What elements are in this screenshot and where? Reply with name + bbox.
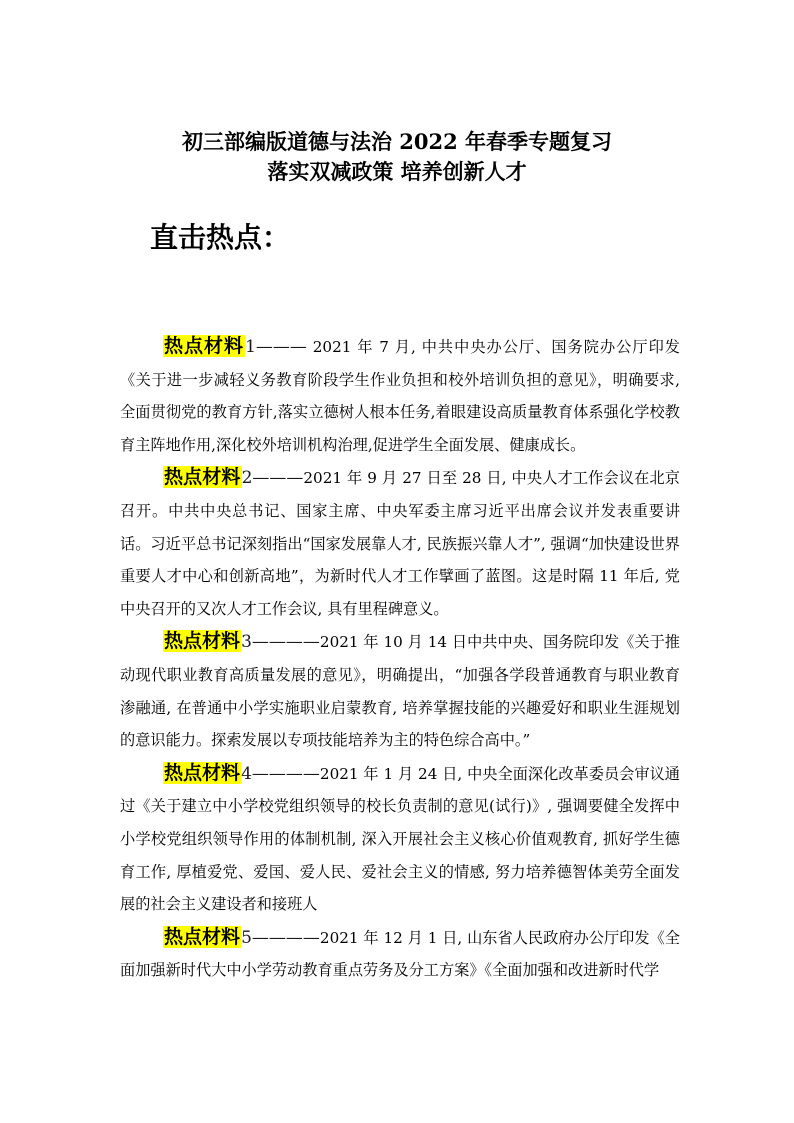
document-subtitle: 落实双减政策 培养创新人才 xyxy=(267,159,527,184)
hot-topic-text: 2021 年 1 月 24 日, 中央全面深化改革委员会审议通过《关于建立中小学校党组织领导的校长负责制的意见(试行)》, 强调要健全发挥中小学校党组织领导作用的体制机制, 深入开展社会主义核心价值观教育, 抓好学生德育工作, 厚植爱党、爱国、爱人民、爱社会主义的情感, 努力培养德智体美劳全面发展的社会主义建设者和接班人 xyxy=(120,764,680,914)
hot-topic-label: 热点材料 xyxy=(164,925,241,948)
hot-topic-text: 2021 年 12 月 1 日, 山东省人民政府办公厅印发《全面加强新时代大中小学劳动教育重点劳务及分工方案》《全面加强和改进新时代学 xyxy=(120,928,680,980)
hot-topic-number: 1——— xyxy=(245,337,307,357)
document-body xyxy=(120,330,680,987)
hot-topic-number: 2——— xyxy=(241,468,304,489)
hot-topic-paragraph xyxy=(120,330,680,461)
hot-topic-label: 热点材料 xyxy=(164,761,241,784)
hot-topic-label: 热点材料 xyxy=(164,466,241,489)
hot-topic-number: 4———— xyxy=(241,763,320,784)
hot-topic-paragraph xyxy=(120,461,680,625)
hot-topic-label: 热点材料 xyxy=(164,335,245,357)
hot-topic-paragraph xyxy=(120,757,680,921)
hot-topic-text: 2021 年 10 月 14 日中共中央、国务院印发《关于推动现代职业教育高质量发展的意见》，明确提出，“加强各学段普通教育与职业教育渗融通, 在普通中小学实施职业启蒙教育, 培养掌握技能的兴趣爱好和职业生涯规划的意识能力。探索发展以专项技能培养为主的特色综合高中。” xyxy=(120,633,680,750)
hot-topic-text: 2021 年 7 月, 中共中央办公厅、国务院办公厅印发《关于进一步减轻义务教育阶段学生作业负担和校外培训负担的意见》，明确要求, 全面贯彻党的教育方针,落实立德树人根本任务,着眼建设高质量教育体系强化学校教育主阵地作用,深化校外培训机构治理,促进学生全面发展、健康成长。 xyxy=(120,338,680,454)
hot-topic-paragraph xyxy=(120,921,680,987)
hot-topic-number: 3———— xyxy=(241,632,320,653)
hot-topic-label: 热点材料 xyxy=(164,630,241,653)
document-title: 初三部编版道德与法治 2022 年春季专题复习 xyxy=(181,129,613,154)
section-heading: 直击热点： xyxy=(150,221,291,254)
hot-topic-paragraph xyxy=(120,625,680,756)
hot-topic-number: 5———— xyxy=(241,927,320,948)
hot-topic-text: 2021 年 9 月 27 日至 28 日, 中央人才工作会议在北京召开。中共中央总书记、国家主席、中央军委主席习近平出席会议并发表重要讲话。习近平总书记深刻指出“国家发展靠人才, 民族振兴靠人才”, 强调“加快建设世界重要人才中心和创新高地”，为新时代人才工作擘画了蓝图。这是时隔 11 年后, 党中央召开的又次人才工作会议, 具有里程碑意义。 xyxy=(120,469,680,618)
